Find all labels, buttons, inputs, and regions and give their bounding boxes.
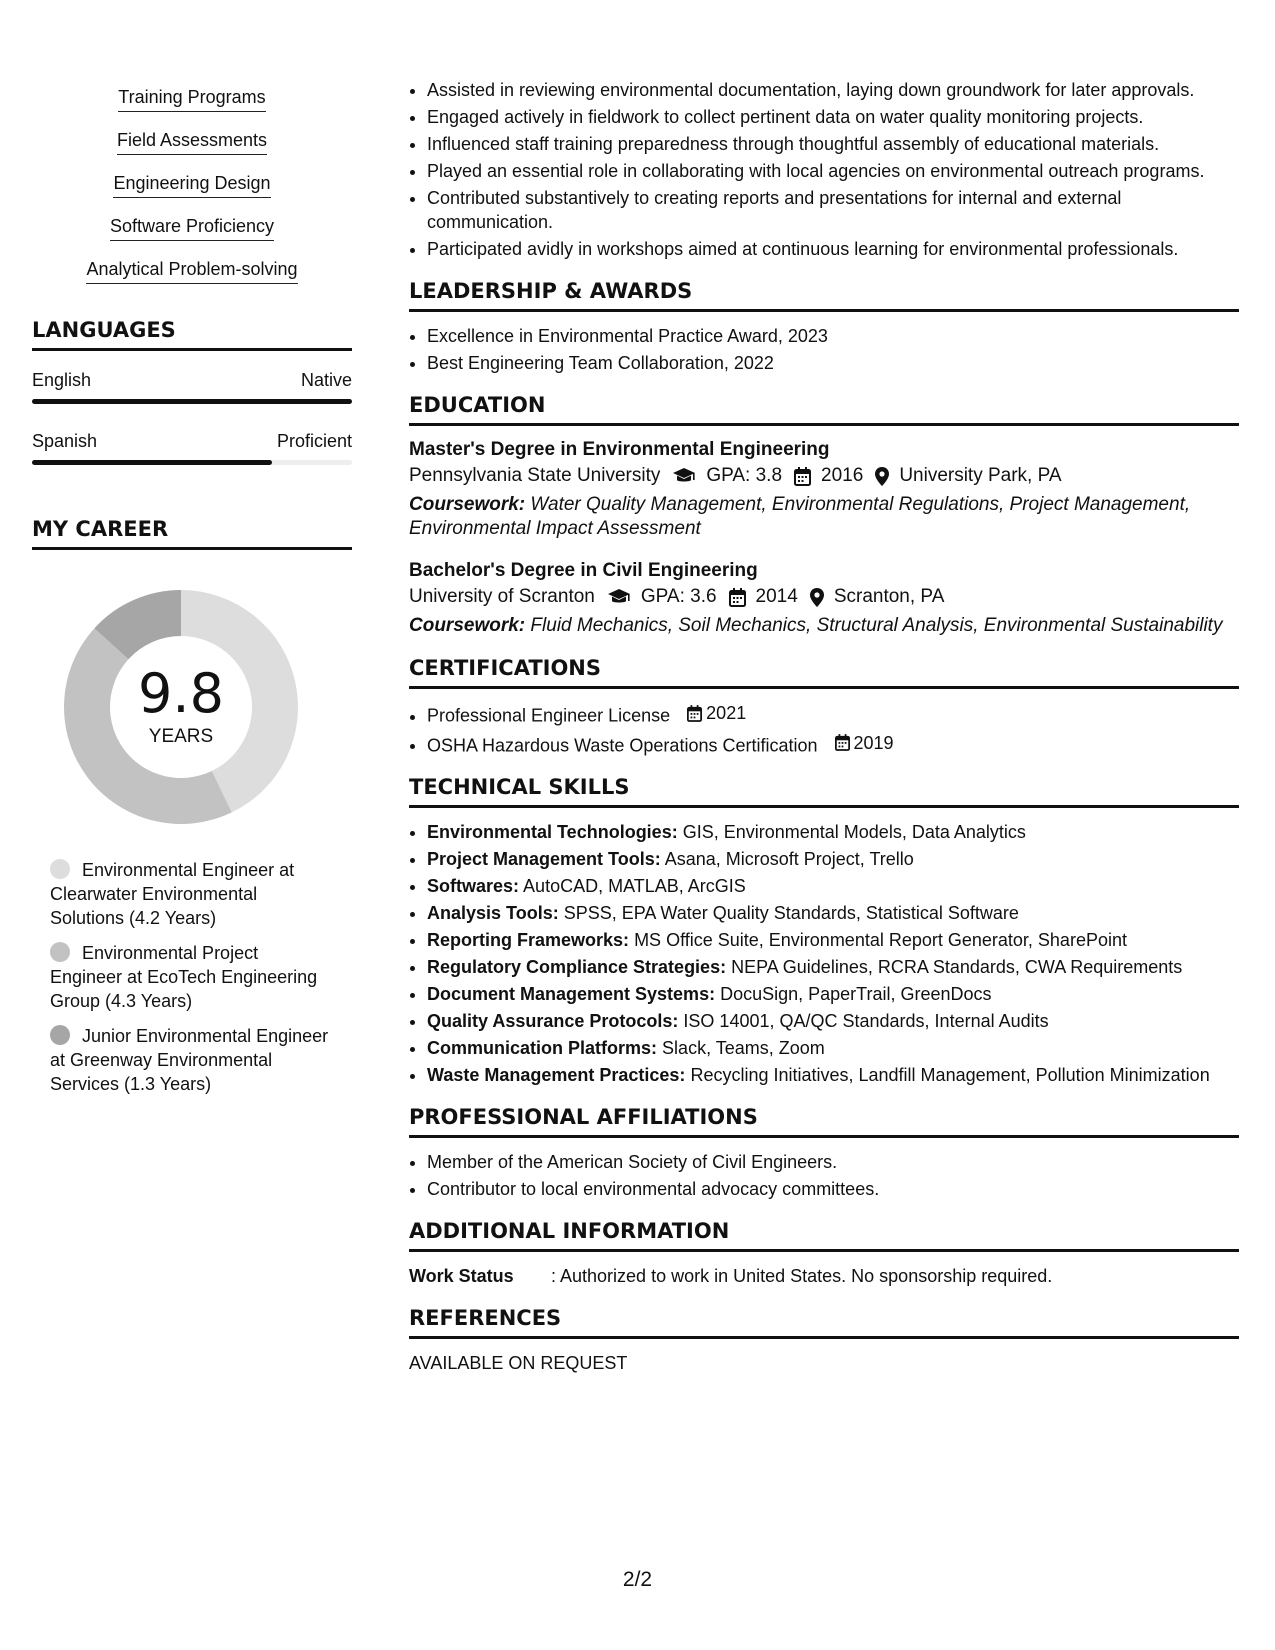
tech-skill-item <box>427 901 1239 925</box>
skill-item <box>32 215 352 241</box>
coursework <box>409 614 1239 638</box>
graduation-cap-icon <box>607 588 631 606</box>
experience-bullet: • Engaged actively in fieldwork to collect pertinent data on water quality monitoring projects. <box>427 105 1239 129</box>
leadership-list <box>409 324 1239 375</box>
language-name: English <box>32 370 92 390</box>
language-bar <box>32 399 352 404</box>
affiliation-item: • Member of the American Society of Civil Engineers. <box>427 1150 1239 1174</box>
tech-skill-item <box>427 820 1239 844</box>
affiliations-list <box>409 1150 1239 1201</box>
skill-item <box>32 129 352 155</box>
career-legend <box>50 858 332 1096</box>
degree-entry <box>409 559 1239 638</box>
coursework-text: Fluid Mechanics, Soil Mechanics, Structural Analysis, Environmental Sustainability <box>530 615 1223 636</box>
sidebar <box>32 86 352 1107</box>
work-status-row <box>409 1264 1239 1288</box>
school-name: University of Scranton <box>409 586 595 607</box>
experience-bullet: • Participated avidly in workshops aimed at continuous learning for environmental professionals. <box>427 237 1239 261</box>
legend-item <box>50 1024 332 1096</box>
calendar-icon <box>687 705 702 722</box>
skill-item <box>32 258 352 284</box>
school-location: Scranton, PA <box>833 586 945 607</box>
skills-list <box>32 86 352 284</box>
career-total: 9.8 <box>138 662 224 725</box>
gpa-value: GPA: 3.6 <box>640 586 717 607</box>
calendar-icon <box>729 588 746 607</box>
language-bar-fill <box>32 460 272 465</box>
skill-item <box>32 172 352 198</box>
certifications-heading: CERTIFICATIONS <box>409 656 1239 689</box>
certifications-list <box>409 701 1239 757</box>
certification-name: OSHA Hazardous Waste Operations Certification <box>427 735 818 755</box>
tech-skill-value: SPSS, EPA Water Quality Standards, Statistical Software <box>563 903 1019 923</box>
additional-info-heading: ADDITIONAL INFORMATION <box>409 1219 1239 1252</box>
skill-label: Field Assessments <box>117 129 267 155</box>
tech-skill-item <box>427 874 1239 898</box>
language-item <box>32 369 352 404</box>
gpa-value: GPA: 3.8 <box>706 465 783 486</box>
references-text: AVAILABLE ON REQUEST <box>409 1353 628 1373</box>
tech-skill-label: Communication Platforms: <box>427 1038 658 1058</box>
legend-item <box>50 858 332 930</box>
tech-skill-item <box>427 847 1239 871</box>
tech-skill-value: GIS, Environmental Models, Data Analytics <box>682 822 1026 842</box>
legend-label: Junior Environmental Engineer at Greenway Environmental Services (1.3 Years) <box>50 1026 329 1094</box>
legend-label: Environmental Project Engineer at EcoTech Engineering Group (4.3 Years) <box>50 943 318 1011</box>
languages-list <box>32 369 352 465</box>
experience-bullet: • Assisted in reviewing environmental documentation, laying down groundwork for later approvals. <box>427 78 1239 102</box>
degree-title: Bachelor's Degree in Civil Engineering <box>409 560 758 581</box>
tech-skill-label: Analysis Tools: <box>427 903 559 923</box>
tech-skill-label: Project Management Tools: <box>427 849 661 869</box>
certification-year: 2019 <box>853 732 894 753</box>
certification-item <box>427 701 1239 728</box>
leadership-heading: LEADERSHIP & AWARDS <box>409 279 1239 312</box>
tech-skill-label: Softwares: <box>427 876 520 896</box>
tech-skill-item <box>427 982 1239 1006</box>
tech-skill-value: Recycling Initiatives, Landfill Management, Pollution Minimization <box>690 1065 1210 1085</box>
tech-skill-value: NEPA Guidelines, RCRA Standards, CWA Requirements <box>731 957 1183 977</box>
tech-skill-item <box>427 1036 1239 1060</box>
tech-skill-item <box>427 928 1239 952</box>
tech-skill-value: Asana, Microsoft Project, Trello <box>664 849 914 869</box>
career-heading: MY CAREER <box>32 517 352 550</box>
tech-skill-value: AutoCAD, MATLAB, ArcGIS <box>523 876 746 896</box>
certification-name: Professional Engineer License <box>427 705 671 726</box>
degree-meta <box>409 583 1239 611</box>
main-content <box>409 78 1239 1375</box>
education-heading: EDUCATION <box>409 393 1239 426</box>
career-donut-chart <box>56 582 306 832</box>
experience-bullet: • Contributed substantively to creating reports and presentations for internal and external communication. <box>427 186 1239 234</box>
legend-dot <box>50 942 70 962</box>
coursework <box>409 493 1239 541</box>
affiliations-heading: PROFESSIONAL AFFILIATIONS <box>409 1105 1239 1138</box>
tech-skill-label: Environmental Technologies: <box>427 822 678 842</box>
map-pin-icon <box>875 467 889 486</box>
legend-item <box>50 941 332 1013</box>
technical-skills-list <box>409 820 1239 1087</box>
coursework-label: Coursework: <box>409 494 526 515</box>
career-unit: YEARS <box>148 726 214 747</box>
skill-item <box>32 86 352 112</box>
graduation-cap-icon <box>672 467 696 485</box>
award-item: • Best Engineering Team Collaboration, 2022 <box>427 351 1239 375</box>
references-heading: REFERENCES <box>409 1306 1239 1339</box>
award-item: • Excellence in Environmental Practice Award, 2023 <box>427 324 1239 348</box>
tech-skill-label: Document Management Systems: <box>427 984 716 1004</box>
language-level: Proficient <box>276 431 352 451</box>
technical-skills-heading: TECHNICAL SKILLS <box>409 775 1239 808</box>
skill-label: Software Proficiency <box>110 215 274 241</box>
legend-label: Environmental Engineer at Clearwater Environmental Solutions (4.2 Years) <box>50 860 295 928</box>
tech-skill-label: Quality Assurance Protocols: <box>427 1011 679 1031</box>
tech-skill-value: MS Office Suite, Environmental Report Generator, SharePoint <box>634 930 1127 950</box>
tech-skill-value: DocuSign, PaperTrail, GreenDocs <box>720 984 992 1004</box>
work-status-label: Work Status <box>409 1266 514 1286</box>
experience-bullet: • Influenced staff training preparedness through thoughtful assembly of educational materials. <box>427 132 1239 156</box>
tech-skill-value: Slack, Teams, Zoom <box>662 1038 825 1058</box>
languages-heading: LANGUAGES <box>32 318 352 351</box>
map-pin-icon <box>810 588 824 607</box>
certification-year: 2021 <box>706 703 747 723</box>
calendar-icon <box>835 734 850 751</box>
skill-label: Analytical Problem-solving <box>86 258 297 284</box>
affiliation-item: • Contributor to local environmental advocacy committees. <box>427 1177 1239 1201</box>
language-bar <box>32 460 352 465</box>
coursework-text: Water Quality Management, Environmental Regulations, Project Management, Environmental Impact Assessment <box>409 494 1191 539</box>
certification-item <box>427 731 1239 758</box>
language-name: Spanish <box>32 431 98 451</box>
language-level: Native <box>300 370 352 390</box>
coursework-label: Coursework: <box>409 615 526 636</box>
tech-skill-item <box>427 955 1239 979</box>
graduation-year: 2014 <box>755 586 798 607</box>
school-name: Pennsylvania State University <box>409 465 661 486</box>
tech-skill-label: Regulatory Compliance Strategies: <box>427 957 727 977</box>
skill-label: Training Programs <box>118 86 265 112</box>
legend-dot <box>50 859 70 879</box>
legend-dot <box>50 1025 70 1045</box>
language-item <box>32 430 352 465</box>
school-location: University Park, PA <box>899 465 1062 486</box>
degree-entry <box>409 438 1239 541</box>
skill-label: Engineering Design <box>113 172 270 198</box>
work-status-value: : Authorized to work in United States. No sponsorship required. <box>551 1266 1053 1286</box>
graduation-year: 2016 <box>821 465 864 486</box>
experience-bullets <box>409 78 1239 261</box>
tech-skill-label: Waste Management Practices: <box>427 1065 686 1085</box>
language-bar-fill <box>32 399 352 404</box>
degree-title: Master's Degree in Environmental Engineering <box>409 439 830 460</box>
experience-bullet: • Played an essential role in collaborating with local agencies on environmental outreach programs. <box>427 159 1239 183</box>
tech-skill-item <box>427 1063 1239 1087</box>
tech-skill-item <box>427 1009 1239 1033</box>
page-number: 2/2 <box>622 1568 653 1591</box>
tech-skill-value: ISO 14001, QA/QC Standards, Internal Audits <box>683 1011 1049 1031</box>
degree-meta <box>409 462 1239 490</box>
calendar-icon <box>794 467 811 486</box>
tech-skill-label: Reporting Frameworks: <box>427 930 630 950</box>
